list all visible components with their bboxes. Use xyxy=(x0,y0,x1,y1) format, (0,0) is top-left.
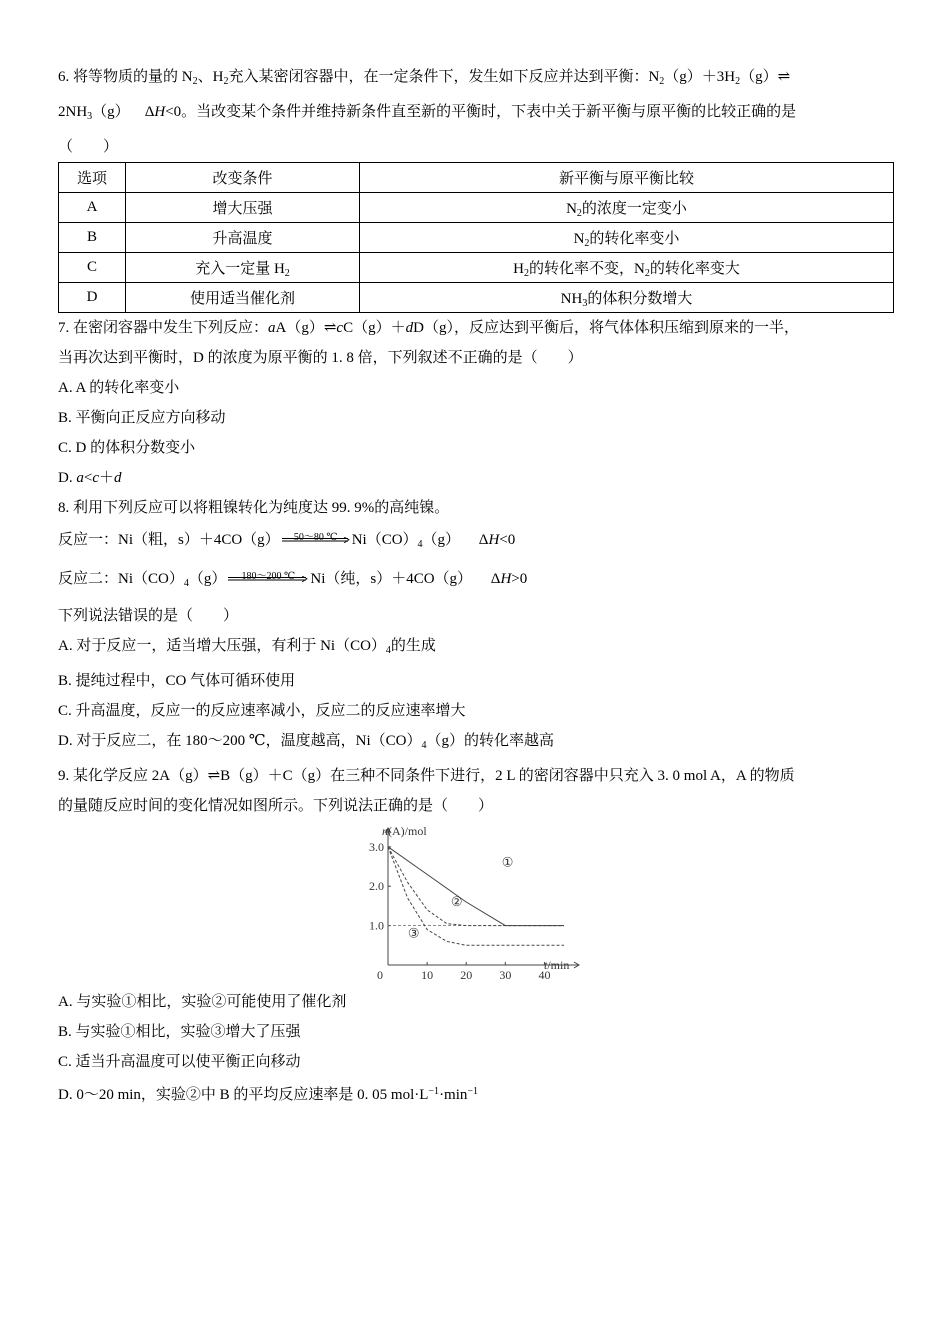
chart-axes xyxy=(385,828,579,968)
table-row xyxy=(59,283,894,313)
subscript: 2 xyxy=(735,76,741,87)
y-tick-label: 3.0 xyxy=(369,839,384,854)
q8-reaction-2: 反应二：$Ni(CO)_4(g)$ 180～200 ℃ Ni（纯，s）＋4CO（g） ΔH>0 xyxy=(58,562,894,601)
q7-option-b: B. 平衡向正反应方向移动 xyxy=(58,410,226,426)
table-header: 新平衡与原平衡比较 xyxy=(360,163,894,193)
chart-svg xyxy=(348,823,588,983)
reaction-arrow: 180～200 ℃ xyxy=(226,568,310,586)
q8-reaction-1: 反应一：Ni（粗，s）＋4CO（g） 50～80 ℃ $Ni(CO)_4(g)$ ΔH<0 xyxy=(58,523,894,562)
q7-option-c: C. D 的体积分数变小 xyxy=(58,440,196,456)
table-row xyxy=(59,253,894,283)
series-label: ② xyxy=(450,893,463,909)
table-cell: 充入一定量 $H_2$ xyxy=(126,253,360,283)
q8-option-d: D. 对于反应二，在 180～200 ℃，温度越高，$Ni(CO)_4(g)$的转化率越高 xyxy=(58,733,554,751)
reaction-arrow: 50～80 ℃ xyxy=(280,529,352,547)
series-label: ③ xyxy=(407,925,420,941)
q9-stem-line2: 的量随反应时间的变化情况如图所示。下列说法正确的是（ ） xyxy=(58,798,494,814)
arrow-icon xyxy=(282,537,350,543)
table-row xyxy=(59,223,894,253)
x-tick-label: 40 xyxy=(538,968,551,982)
n-vs-t-graph xyxy=(348,823,588,983)
q8-option-b: B. 提纯过程中，CO 气体可循环使用 xyxy=(58,673,296,689)
table-cell: $N_2$的转化率变小 xyxy=(360,223,894,253)
y-tick-label: 2.0 xyxy=(369,879,384,894)
series-line-2 xyxy=(388,847,564,926)
q9-option-c: C. 适当升高温度可以使平衡正向移动 xyxy=(58,1054,301,1070)
table-cell: $NH_3$的体积分数增大 xyxy=(360,283,894,313)
table-cell: C xyxy=(59,253,126,283)
x-tick-label: 20 xyxy=(460,968,473,982)
table-header-row xyxy=(59,163,894,193)
x-axis-label: t/min xyxy=(544,958,570,972)
q7-option-a: A. A 的转化率变小 xyxy=(58,380,180,396)
q6-stem-line2: $2NH_3(g)$ ΔH<0。当改变某个条件并维持新条件直至新的平衡时，下表中关于新平衡与原平衡的比较正确的是 xyxy=(58,104,797,122)
chart-labels xyxy=(369,824,569,982)
y-tick-label: 1.0 xyxy=(369,918,384,933)
y-axis-label: n(A)/mol xyxy=(382,824,427,838)
table-header: 选项 xyxy=(59,163,126,193)
q9-option-a: A. 与实验①相比，实验②可能使用了催化剂 xyxy=(58,994,347,1010)
table-cell: 增大压强 xyxy=(126,193,360,223)
q8-ask: 下列说法错误的是（ ） xyxy=(58,608,239,624)
arrow-icon xyxy=(228,576,308,582)
subscript: 2 xyxy=(659,76,665,87)
x-tick-label: 0 xyxy=(377,968,383,982)
q8-stem: 8. 利用下列反应可以将粗镍转化为纯度达 99. 9%的高纯镍。 xyxy=(58,500,450,516)
subscript: 3 xyxy=(87,111,93,122)
q7-option-d: D. a<c＋d xyxy=(58,470,122,486)
q7-stem-line1: 7. 在密闭容器中发生下列反应：aA（g）⇌cC（g）＋dD（g），反应达到平衡后，将气体体积压缩到原来的一半， xyxy=(58,320,799,336)
table-cell: 升高温度 xyxy=(126,223,360,253)
table-cell: 使用适当催化剂 xyxy=(126,283,360,313)
q6-stem-line1: 6. 将等物质的量的 $N_2$、$H_2$充入某密闭容器中，在一定条件下，发生如下反应并达到平衡：$N_2(g)+3H_2(g)\rightleftharpoons$ xyxy=(58,69,791,87)
series-line-1 xyxy=(388,847,564,926)
q6-table xyxy=(58,162,894,313)
q6-blank: （ ） xyxy=(58,139,119,155)
table-cell: B xyxy=(59,223,126,253)
x-tick-label: 30 xyxy=(499,968,512,982)
q9-option-b: B. 与实验①相比，实验③增大了压强 xyxy=(58,1024,301,1040)
q8-option-a: A. 对于反应一，适当增大压强，有利于 $Ni(CO)_4$的生成 xyxy=(58,638,436,656)
q8-option-c: C. 升高温度，反应一的反应速率减小，反应二的反应速率增大 xyxy=(58,703,466,719)
series-label: ① xyxy=(501,854,514,870)
q7-stem-line2: 当再次达到平衡时，D 的浓度为原平衡的 1. 8 倍，下列叙述不正确的是（ ） xyxy=(58,350,583,366)
table-cell: A xyxy=(59,193,126,223)
subscript: 2 xyxy=(223,76,229,87)
x-tick-label: 10 xyxy=(421,968,434,982)
question-page xyxy=(58,62,894,1110)
table-cell: $N_2$的浓度一定变小 xyxy=(360,193,894,223)
table-cell: $H_2$的转化率不变，$N_2$的转化率变大 xyxy=(360,253,894,283)
subscript: 2 xyxy=(192,76,198,87)
table-header: 改变条件 xyxy=(126,163,360,193)
table-cell: D xyxy=(59,283,126,313)
q9-option-d: D. 0～20 min，实验②中 B 的平均反应速率是 0. 05 $mol\cdot L^{-1}\cdot\min^{-1}$ xyxy=(58,1086,479,1103)
q9-stem-line1: 9. 某化学反应 2A（g）⇌B（g）＋C（g）在三种不同条件下进行，2 L 的密闭容器中只充入 3. 0 mol A，A 的物质 xyxy=(58,768,795,784)
table-row xyxy=(59,193,894,223)
